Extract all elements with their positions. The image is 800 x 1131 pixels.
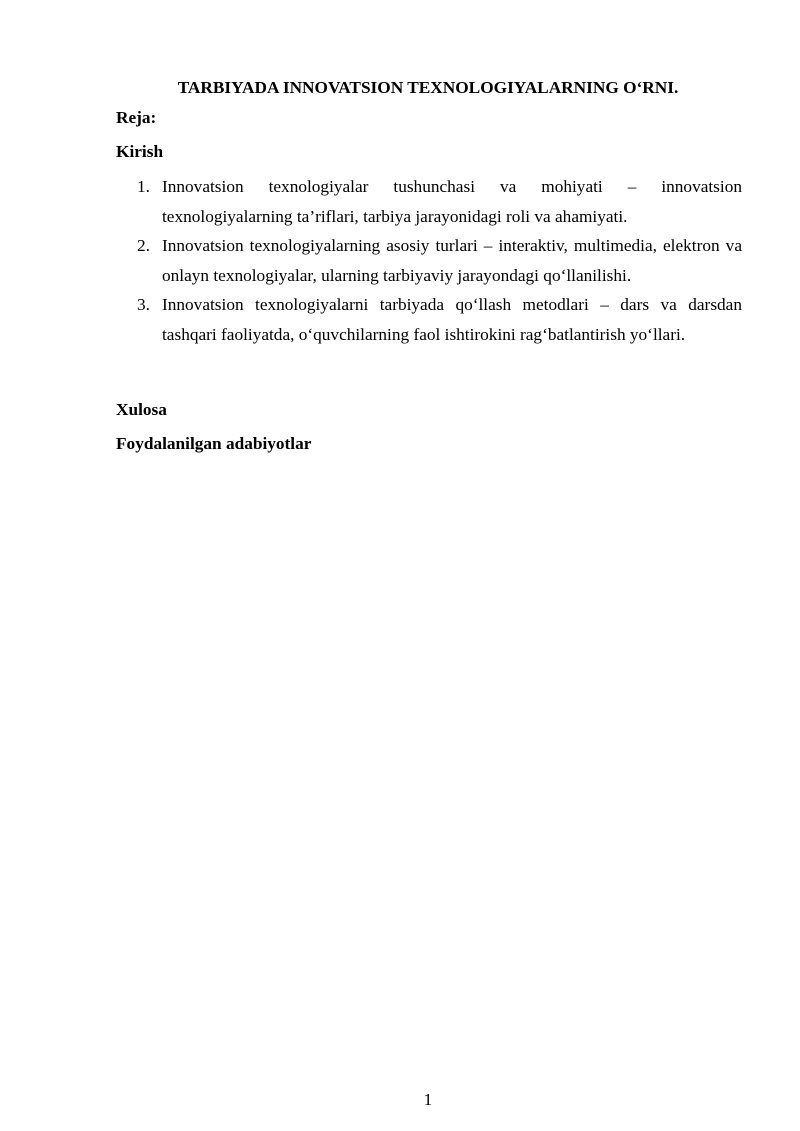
plan-item-text: Innovatsion texnologiyalarning asosiy turlari – interaktiv, multimedia, elektron va onlayn texnologiyalar, ularning tarbiyaviy jarayondagi qo‘llanilishi. xyxy=(162,236,742,285)
plan-item-1 xyxy=(116,172,742,231)
plan-item-number: 3. xyxy=(137,295,150,314)
plan-item-text: Innovatsion texnologiyalar tushunchasi va mohiyati – innovatsion texnologiyalarning ta’riflari, tarbiya jarayonidagi roli va ahamiyati. xyxy=(162,177,742,226)
plan-item-text: Innovatsion texnologiyalarni tarbiyada qo‘llash metodlari – dars va darsdan tashqari faoliyatda, o‘quvchilarning faol ishtirokini rag‘batlantirish yo‘llari. xyxy=(162,295,742,344)
plan-heading: Reja: xyxy=(116,108,157,127)
conclusion-heading: Xulosa xyxy=(116,400,167,419)
plan-item-2 xyxy=(116,231,742,290)
plan-list xyxy=(116,172,742,349)
intro-heading: Kirish xyxy=(116,142,164,161)
document-title: TARBIYADA INNOVATSION TEXNOLOGIYALARNING O‘RNI. xyxy=(177,78,679,97)
plan-item-number: 2. xyxy=(137,236,150,255)
references-heading: Foydalanilgan adabiyotlar xyxy=(116,434,312,453)
plan-item-3 xyxy=(116,290,742,349)
plan-item-number: 1. xyxy=(137,177,150,196)
page-number: 1 xyxy=(423,1090,433,1109)
